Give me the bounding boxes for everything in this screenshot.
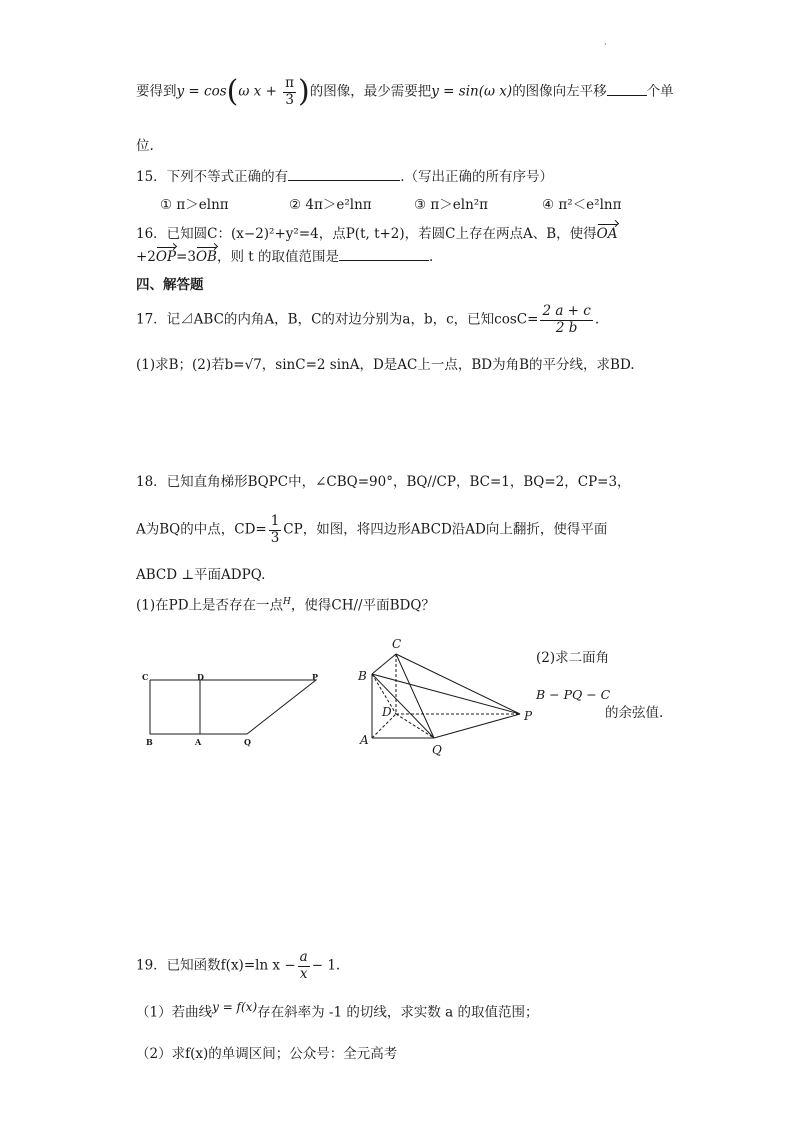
q18-line3: ABCD ⊥平面ADPQ.: [136, 567, 266, 583]
label-Q: Q: [244, 737, 251, 747]
q16-text-b: +2: [136, 249, 156, 265]
q19-fraction: $\frac{a}{x}$: [299, 949, 308, 982]
label-C-3d: C: [392, 637, 402, 651]
q17-line2: (1)求B；(2)若b=√7，sinC=2 sinA，D是AC上一点，BD为角B的平分线，求BD.: [136, 357, 635, 373]
q14-prefix: 要得到: [136, 83, 177, 100]
vector-OB: OB: [195, 249, 217, 265]
label-A-3d: A: [360, 733, 369, 747]
label-D-3d: D: [382, 705, 392, 719]
q16-line1: [136, 226, 618, 242]
q14-func1: y = cos: [176, 83, 227, 100]
label-D: D: [197, 672, 204, 682]
label-A: A: [195, 737, 202, 747]
q14-suffix-a: 的图像向左平移: [512, 83, 607, 100]
q15-option-3: ③ π＞eln²π: [414, 197, 489, 213]
q18-part1: [136, 597, 435, 614]
q17-line1: [136, 304, 599, 336]
label-B-3d: B: [358, 669, 367, 683]
q15-answer-blank[interactable]: [288, 168, 400, 181]
q19-part1-a: （1）若曲线: [136, 1004, 213, 1021]
q19-part1: [136, 1000, 539, 1021]
q15-tail: .（写出正确的所有序号）: [400, 169, 553, 185]
q15-text: 15．下列不等式正确的有: [136, 169, 289, 185]
q19-line1: [136, 950, 340, 982]
q15-option-4: ④ π²＜e²lnπ: [542, 197, 622, 213]
q16-line2: [136, 248, 433, 265]
q19-part1-b: 存在斜率为 -1 的切线，求实数 a 的取值范围；: [257, 1004, 539, 1021]
q16-text-a: 16．已知圆C：(x−2)²+y²=4，点P(t, t+2)，若圆C上存在两点A、B，使得: [136, 226, 597, 242]
q15-option-2: ② 4π＞e²lnπ: [289, 197, 372, 213]
q18-part2-c: 的余弦值.: [605, 705, 664, 721]
vector-OA: OA: [596, 226, 618, 242]
q16-text-d: ，则 t 的取值范围是: [216, 249, 339, 265]
q18-part2-b: B − PQ − C: [536, 687, 611, 702]
label-Q-3d: Q: [432, 743, 442, 757]
q18-fraction: $\frac{1}{3}$: [270, 513, 280, 546]
label-P: P: [312, 672, 319, 682]
trapezoid-flat-figure: [140, 668, 325, 750]
corner-mark: ·: [604, 40, 607, 49]
q14-middle: 的图像，最少需要把: [309, 83, 432, 100]
q19-part2: （2）求f(x)的单调区间；公众号：全元高考: [136, 1046, 398, 1062]
q17-text: 17．记⊿ABC的内角A，B，C的对边分别为a，b，c，已知cosC=: [136, 311, 539, 328]
vector-OP: OP: [155, 249, 177, 265]
q18-part1-b: ，使得CH//平面BDQ？: [290, 597, 435, 614]
q18-part2-a: (2)求二面角: [536, 650, 610, 666]
label-C: C: [142, 672, 149, 682]
q15-option-1: ① π＞elnπ: [160, 197, 229, 213]
q14-pi-fraction: $\frac{\pi}{3}$: [285, 74, 295, 108]
section-heading: 四、解答题: [136, 277, 204, 293]
q19-text-a: 19．已知函数f(x)=ln x −: [136, 957, 296, 974]
folded-3d-figure: [352, 634, 542, 758]
q14-func2: y = sin(ω x): [431, 83, 513, 100]
label-B: B: [146, 737, 153, 747]
q16-answer-blank[interactable]: [339, 248, 429, 261]
q16-text-c: =3: [176, 249, 196, 265]
q18-text-b: CP，如图，将四边形ABCD沿AD向上翻折，使得平面: [283, 521, 608, 538]
q14-line: 要得到y = cos(ω x + $\frac{\pi}{3}$ )的图像，最少需要把y = sin(ω x)的图像向左平移 个单: [136, 74, 674, 109]
point-H: H: [283, 597, 291, 607]
q18-part1-a: (1)在PD上是否存在一点: [136, 597, 284, 614]
q18-text-a: A为BQ的中点，CD=: [136, 521, 267, 538]
label-P-3d: P: [524, 709, 533, 723]
q17-fraction: $\frac{2 a + c}{2 b}$: [542, 303, 591, 336]
q16-text-e: .: [428, 249, 434, 265]
trapezoid-outline: [150, 680, 316, 734]
q14-suffix-b: 个单: [646, 83, 674, 100]
q15-stem: [136, 168, 553, 185]
q17-end: .: [594, 311, 600, 328]
q19-curve: y = f(x): [212, 1000, 258, 1014]
q19-text-b: − 1.: [311, 957, 341, 974]
q18-line1: 18．已知直角梯形BQPC中，∠CBQ=90°，BQ//CP，BC=1，BQ=2，CP=3，: [136, 474, 631, 490]
q14-answer-blank[interactable]: [607, 83, 647, 96]
q18-line2: [136, 514, 607, 546]
q14-continuation: 位.: [136, 138, 154, 154]
q14-func1-inner: ω x +: [238, 83, 282, 100]
